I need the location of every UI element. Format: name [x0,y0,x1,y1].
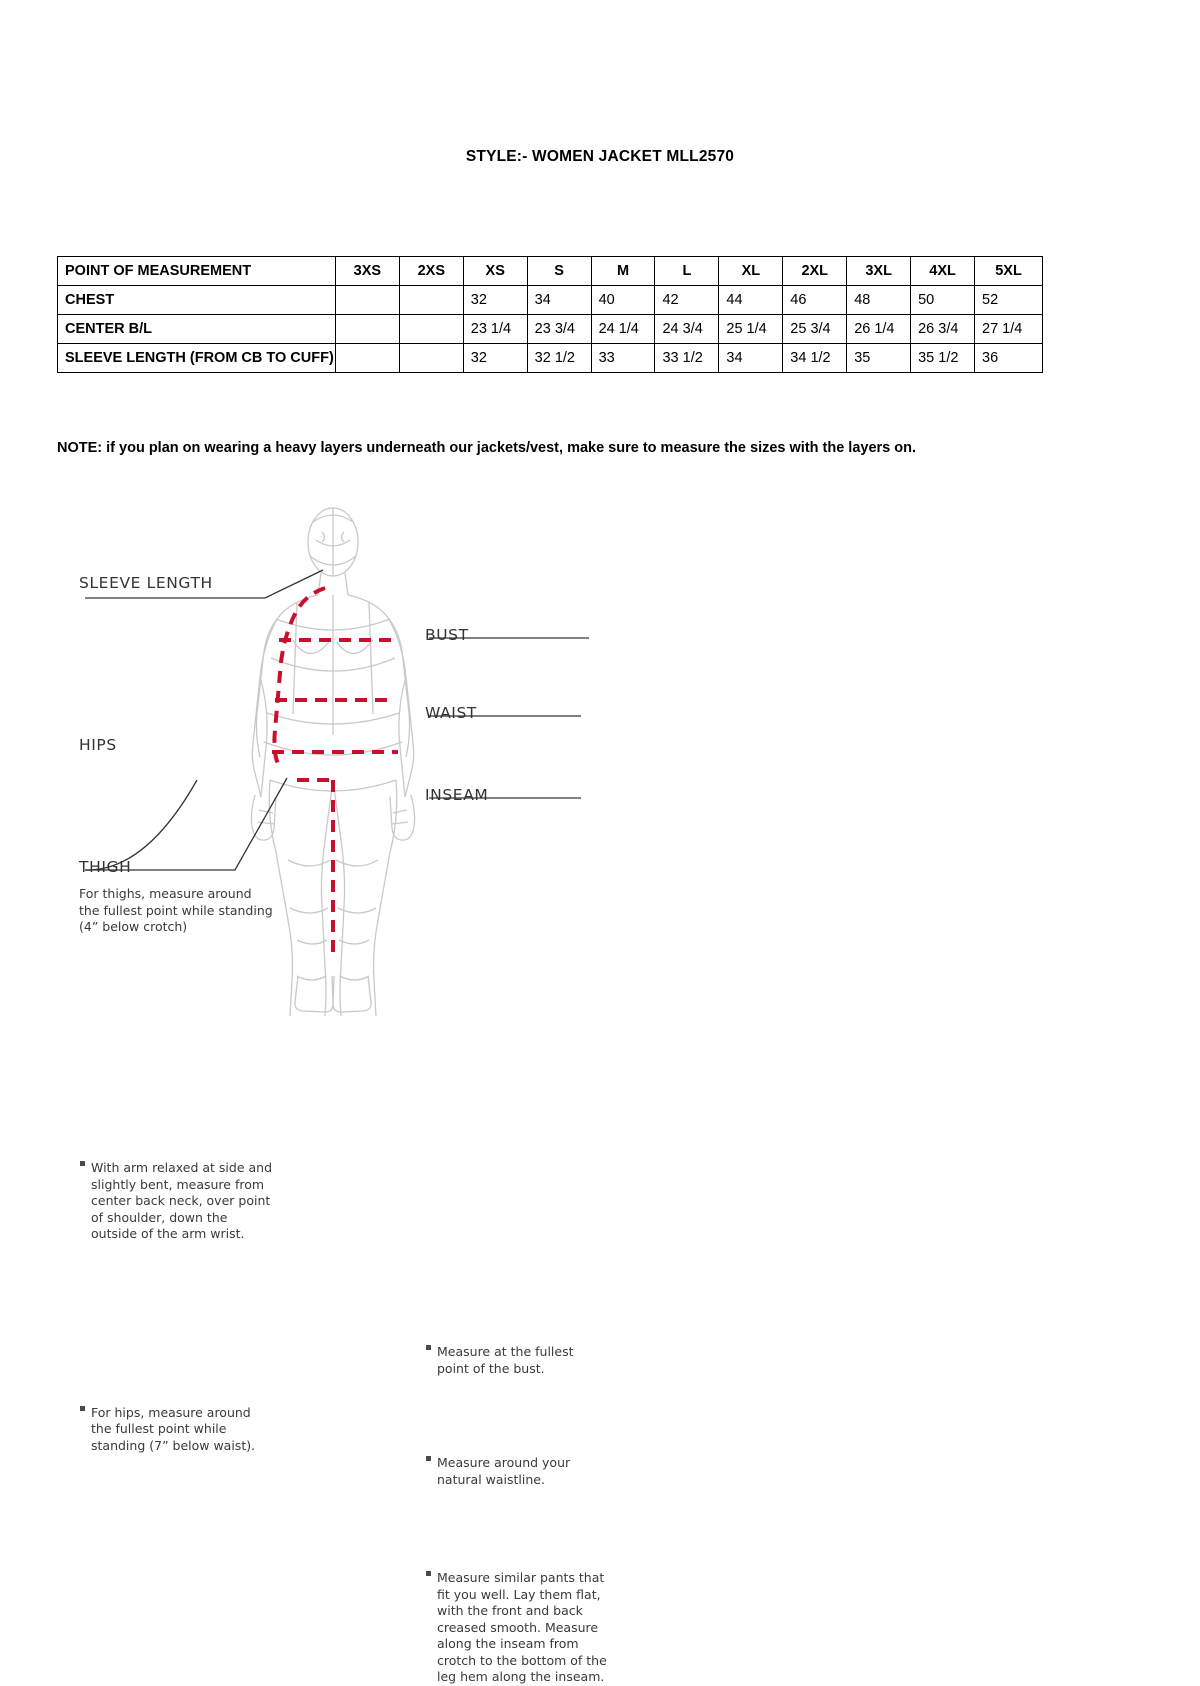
column-header-l: L [655,257,719,286]
callout-body-inseam: Measure similar pants that fit you well. Lay them flat, with the front and back creased smooth. Measure along the inseam from crotch to the bottom of the leg hem along the inseam. [437,1570,615,1686]
cell-chest-2xl: 46 [783,286,847,315]
cell-centerbl-l: 24 3/4 [655,315,719,344]
callout-body-thigh: For thighs, measure around the fullest point while standing (4” below crotch) [79,886,273,934]
cell-centerbl-4xl: 26 3/4 [911,315,975,344]
cell-sleeve-4xl: 35 1/2 [911,344,975,373]
cell-chest-s: 34 [527,286,591,315]
page-title: STYLE:- WOMEN JACKET MLL2570 [465,148,735,165]
callout-body-sleeve-length: With arm relaxed at side and slightly bent, measure from center back neck, over point of shoulder, down the outside of the arm wrist. [91,1160,277,1243]
cell-chest-3xl: 48 [847,286,911,315]
table-row [58,315,1043,344]
leader-lines [85,570,589,870]
cell-sleeve-3xl: 35 [847,344,911,373]
column-header-2xs: 2XS [399,257,463,286]
cell-sleeve-3xs [335,344,399,373]
cell-sleeve-s: 32 1/2 [527,344,591,373]
cell-sleeve-m: 33 [591,344,655,373]
column-header-3xs: 3XS [335,257,399,286]
cell-centerbl-xs: 23 1/4 [463,315,527,344]
cell-centerbl-2xl: 25 3/4 [783,315,847,344]
cell-sleeve-2xs [399,344,463,373]
callout-heading-thigh: THIGH [79,858,132,876]
cell-centerbl-2xs [399,315,463,344]
cell-chest-3xs [335,286,399,315]
column-header-2xl: 2XL [783,257,847,286]
bullet-icon [426,1345,431,1350]
bullet-icon [80,1406,85,1411]
callout-heading-bust: BUST [425,626,469,644]
cell-chest-xs: 32 [463,286,527,315]
cell-sleeve-5xl: 36 [975,344,1043,373]
body-diagram-svg [57,480,677,1040]
column-header-xl: XL [719,257,783,286]
bullet-icon [426,1571,431,1576]
cell-chest-xl: 44 [719,286,783,315]
table-row [58,286,1043,315]
row-label-chest: CHEST [58,286,336,315]
cell-centerbl-xl: 25 1/4 [719,315,783,344]
callout-heading-inseam: INSEAM [425,786,489,804]
bullet-icon [426,1456,431,1461]
column-header-point-of-measurement: POINT OF MEASUREMENT [58,257,336,286]
size-chart-table [57,256,1043,373]
column-header-5xl: 5XL [975,257,1043,286]
callout-heading-waist: WAIST [425,704,477,722]
cell-centerbl-m: 24 1/4 [591,315,655,344]
cell-centerbl-3xl: 26 1/4 [847,315,911,344]
sleeve-length-line [274,588,325,764]
callout-heading-hips: HIPS [79,736,117,754]
callout-body-bust: Measure at the fullest point of the bust. [437,1344,603,1377]
cell-centerbl-s: 23 3/4 [527,315,591,344]
cell-centerbl-3xs [335,315,399,344]
measurement-figure [57,480,677,1684]
bullet-icon [80,1161,85,1166]
callout-heading-sleeve-length: SLEEVE LENGTH [79,574,213,592]
row-label-center-bl: CENTER B/L [58,315,336,344]
table-header-row [58,257,1043,286]
cell-sleeve-l: 33 1/2 [655,344,719,373]
column-header-xs: XS [463,257,527,286]
column-header-s: S [527,257,591,286]
column-header-m: M [591,257,655,286]
cell-chest-4xl: 50 [911,286,975,315]
callout-body-waist: Measure around your natural waistline. [437,1455,603,1488]
cell-sleeve-2xl: 34 1/2 [783,344,847,373]
cell-chest-5xl: 52 [975,286,1043,315]
callout-body-hips: For hips, measure around the fullest point while standing (7” below waist). [91,1405,271,1455]
cell-chest-2xs [399,286,463,315]
row-label-sleeve-length: SLEEVE LENGTH (FROM CB TO CUFF) [58,344,336,373]
column-header-3xl: 3XL [847,257,911,286]
cell-chest-m: 40 [591,286,655,315]
measurement-lines [272,588,398,956]
column-header-4xl: 4XL [911,257,975,286]
cell-chest-l: 42 [655,286,719,315]
cell-sleeve-xs: 32 [463,344,527,373]
measurement-note: NOTE: if you plan on wearing a heavy layers underneath our jackets/vest, make sure to measure the sizes with the layers on. [57,440,917,456]
cell-sleeve-xl: 34 [719,344,783,373]
table-row [58,344,1043,373]
cell-centerbl-5xl: 27 1/4 [975,315,1043,344]
